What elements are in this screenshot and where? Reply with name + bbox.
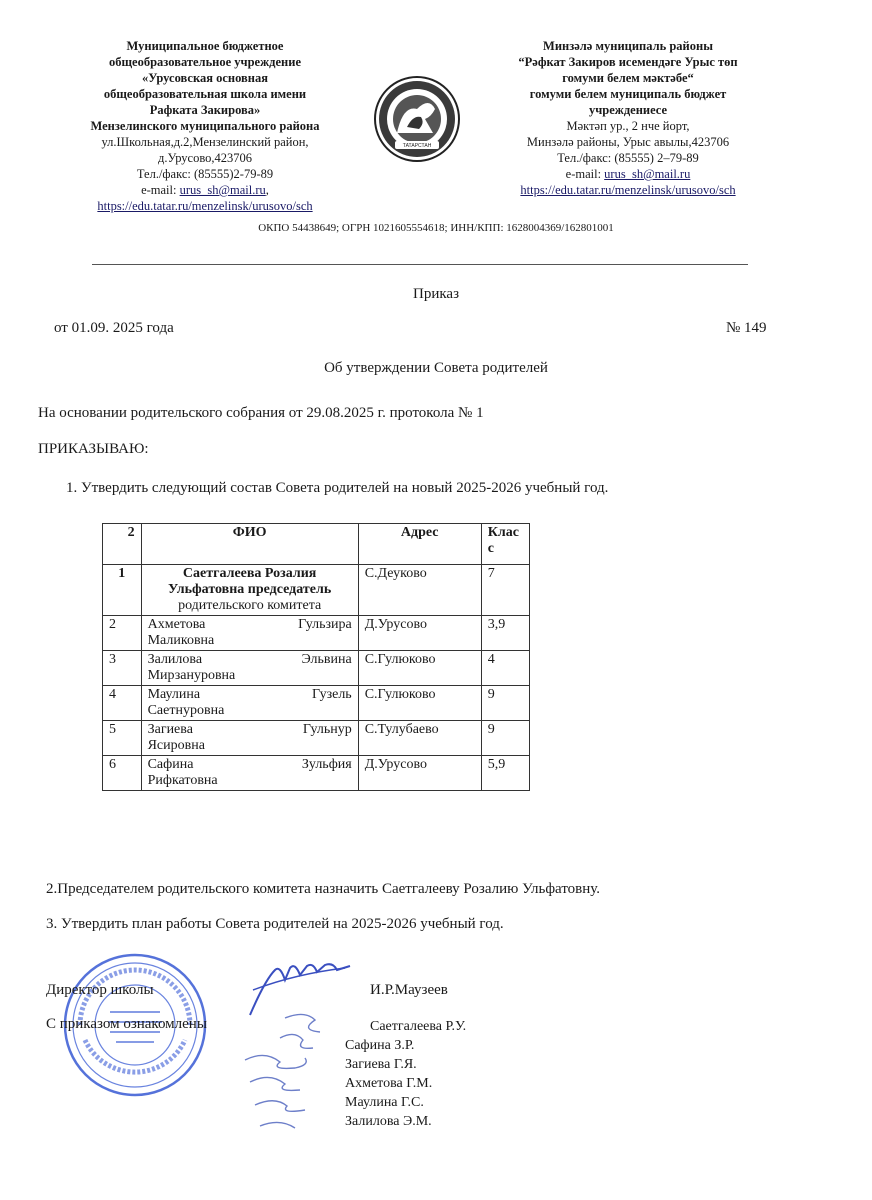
table-row: 5 Загиева Гульнур Ясировна С.Тулубаево 9 (103, 721, 530, 756)
council-table (102, 523, 530, 791)
table-row: 3 Залилова Эльвина Мирзануровна С.Гулюково 4 (103, 651, 530, 686)
website-link-right[interactable]: https://edu.tatar.ru/menzelinsk/urusovo/sch (520, 183, 736, 197)
table-header (103, 524, 530, 565)
order-date: от 01.09. 2025 года (54, 320, 174, 336)
signers-list (345, 1017, 466, 1131)
website-link[interactable]: https://edu.tatar.ru/menzelinsk/urusovo/sch (97, 199, 313, 213)
table-row: 1 Саетгалеева Розалия Ульфатовна председатель родительского комитета С.Деуково 7 (103, 565, 530, 616)
header-right-bold: Минзәлә муниципаль районы “Рәфкат Закиров исемендәге Урыс төп гомуми белем мәктәбе“ гомуми белем муниципаль бюджет учреждениесе (518, 39, 738, 117)
header-right-email: e-mail: urus_sh@mail.ru (565, 167, 691, 181)
list-item: Саетгалеева Р.У. (370, 1019, 467, 1034)
header-name: ФИО (141, 524, 358, 565)
list-item: Загиева Г.Я. (345, 1057, 417, 1072)
order-item-2: 2.Председателем родительского комитета назначить Саетгалееву Розалию Ульфатовну. (46, 881, 601, 897)
header-right: Минзәлә муниципаль районы “Рәфкат Закиров исемендәге Урыс төп гомуми белем мәктәбе“ гомуми белем муниципаль бюджет учреждениесе Мәктәп ур., 2 нче йорт, Минзәлә районы, Урыс авылы,423706 Тел./факс: (85555) 2–79-89 e-mail: urus_sh@mail.ru https://edu.tatar.ru/menzelinsk/urusovo/sch (478, 38, 778, 198)
order-item-3: 3. Утвердить план работы Совета родителей на 2025-2026 учебный год. (46, 916, 504, 932)
list-item: Залилова Э.М. (345, 1114, 432, 1129)
order-item-1: 1. Утвердить следующий состав Совета родителей на новый 2025-2026 учебный год. (66, 480, 609, 496)
table-row: 4 Маулина Гузель Саетнуровна С.Гулюково 9 (103, 686, 530, 721)
document-title: Приказ (412, 286, 459, 302)
order-subject: Об утверждении Совета родителей (324, 360, 548, 376)
director-label: Директор школы (46, 982, 154, 998)
header-left: Муниципальное бюджетное общеобразовательное учреждение «Урусовская основная общеобразовательная школа имени Рафката Закирова» Мензелинского муниципального района ул.Школьная,д.2,Мензелинский район, д.Урусово,423706 Тел./факс: (85555)2-79-89 e-mail: urus_sh@mail.ru, https://edu.tatar.ru/menzelinsk/urusovo/sch (55, 38, 355, 214)
email-link-right[interactable]: urus_sh@mail.ru (604, 167, 691, 181)
table-row: 6 Сафина Зульфия Рифкатовна Д.Урусово 5,9 (103, 756, 530, 791)
table-row: 2 Ахметова Гульзира Маликовна Д.Урусово 3,9 (103, 616, 530, 651)
header-grade: Клас с (481, 524, 529, 565)
list-item: Маулина Г.С. (345, 1095, 424, 1110)
header-number: 2 (103, 524, 142, 565)
order-heading: ПРИКАЗЫВАЮ: (38, 441, 149, 457)
signatures-column-icon (225, 1010, 345, 1135)
list-item: Ахметова Г.М. (345, 1076, 433, 1091)
svg-text:ТАТАРСТАН: ТАТАРСТАН (402, 143, 432, 149)
director-name: И.Р.Маузеев (370, 982, 448, 998)
tatarstan-emblem-icon (373, 75, 461, 163)
email-link[interactable]: urus_sh@mail.ru (179, 183, 266, 197)
order-number: № 149 (726, 320, 767, 336)
header-divider (92, 264, 748, 265)
header-left-bold: Муниципальное бюджетное общеобразовательное учреждение «Урусовская основная общеобразовательная школа имени Рафката Закирова» Мензелинского муниципального района (90, 39, 320, 133)
header-left-email: e-mail: urus_sh@mail.ru, (141, 183, 269, 197)
list-item: Сафина З.Р. (345, 1038, 415, 1053)
registration-codes: ОКПО 54438649; ОГРН 1021605554618; ИНН/КПП: 1628004369/162801001 (258, 222, 614, 234)
acknowledged-label: С приказом ознакомлены (46, 1016, 207, 1032)
header-address: Адрес (358, 524, 481, 565)
order-basis: На основании родительского собрания от 29.08.2025 г. протокола № 1 (38, 405, 484, 421)
